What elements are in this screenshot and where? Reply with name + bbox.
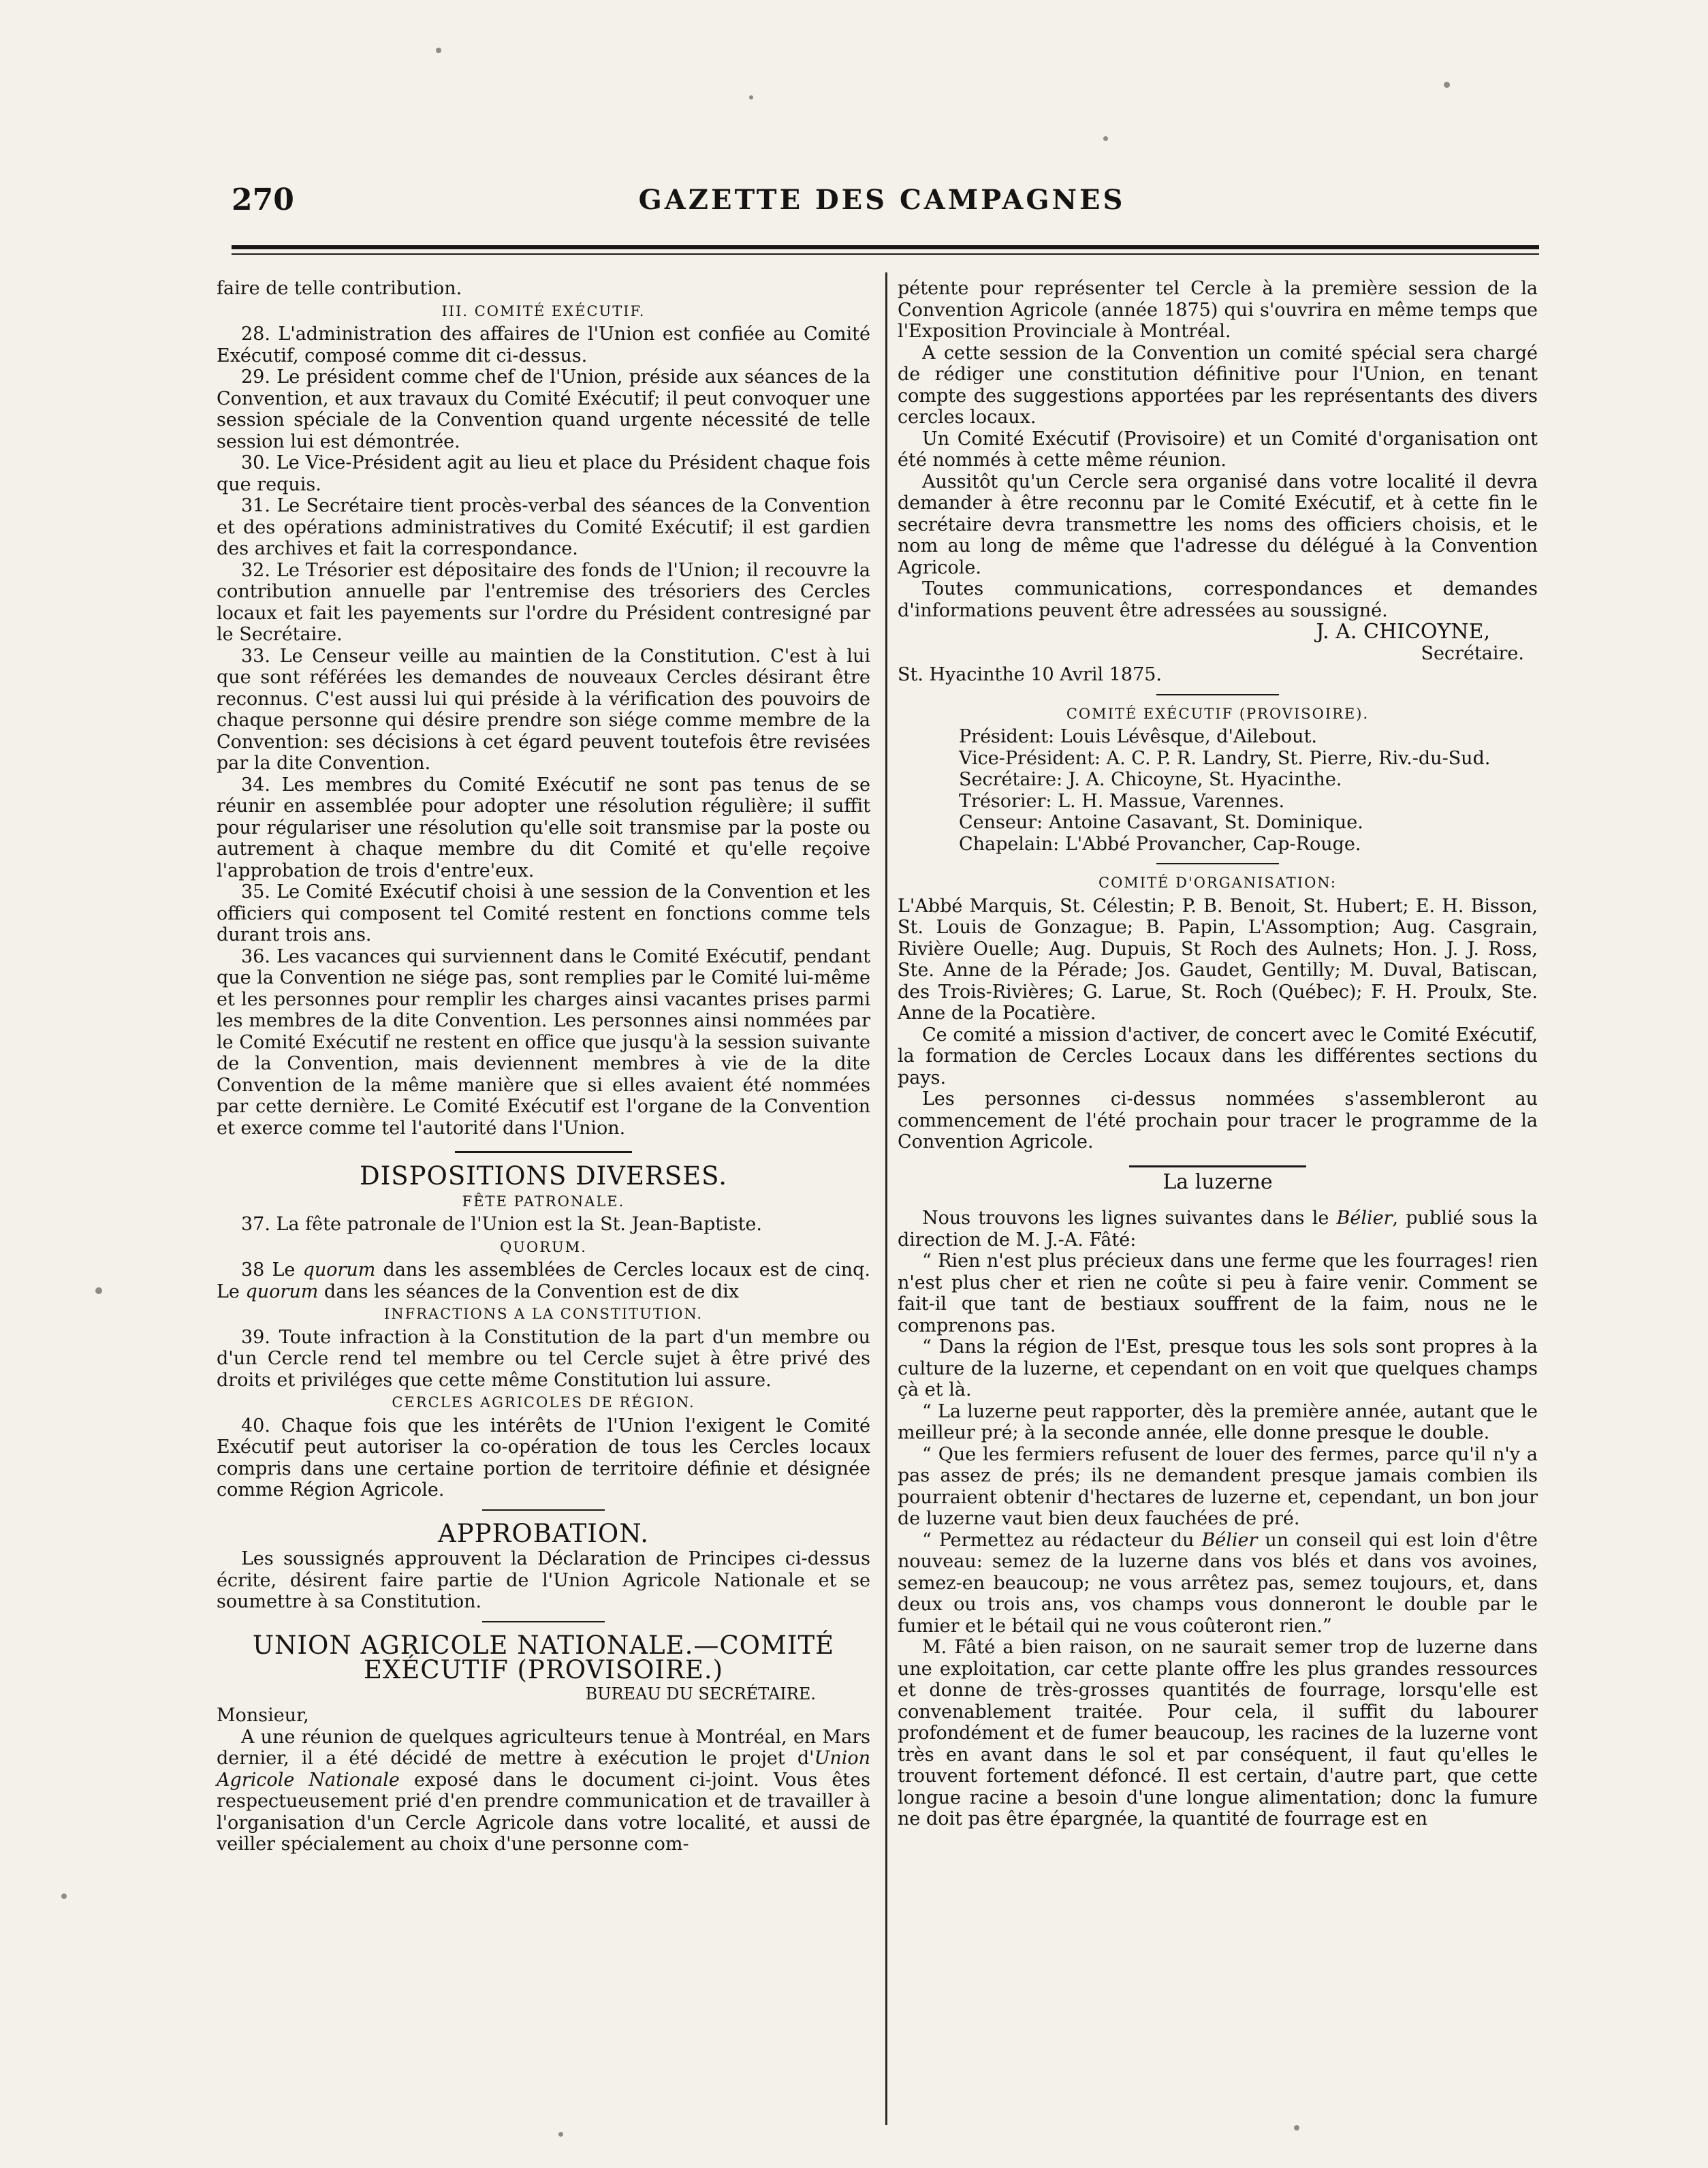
bureau-line: BUREAU DU SECRÉTAIRE. (585, 1684, 816, 1703)
article-40: 40. Chaque fois que les intérêts de l'Union l'exigent le Comité Exécutif peut autoriser la co-opération de tous les Cercles locaux compris dans une certaine portion de territoire définie et désignée comme Région Agricole. (217, 1415, 870, 1501)
list-item: Président: Louis Lévêsque, d'Ailebout. (959, 726, 1317, 747)
section-heading: III. COMITÉ EXÉCUTIF. (441, 302, 646, 319)
list-item: Chapelain: L'Abbé Provancher, Cap-Rouge. (959, 833, 1361, 855)
section-rule (455, 1151, 632, 1153)
column-divider (885, 272, 887, 2125)
paragraph: “ La luzerne peut rapporter, dès la première année, autant que le meilleur pré; à la seconde année, elle donne presque le double. (898, 1400, 1538, 1443)
member-list (898, 726, 1538, 855)
heading-union: UNION AGRICOLE NATIONALE.—COMITÉ EXÉCUTIF (PROVISOIRE.) (252, 1630, 835, 1684)
paragraph: “ Dans la région de l'Est, presque tous les sols sont propres à la culture de la luzerne, et cependant on en voit que quelques champs çà et là. (898, 1336, 1538, 1400)
paragraph: Nous trouvons les lignes suivantes dans le Bélier, publié sous la direction de M. J.-A. Fâté: (898, 1208, 1538, 1251)
print-speck (558, 2132, 563, 2137)
article-38: 38 Le quorum dans les assemblées de Cercles locaux est de cinq. Le quorum dans les séances de la Convention est de dix (217, 1259, 870, 1302)
subheading-cercles: CERCLES AGRICOLES DE RÉGION. (392, 1394, 695, 1411)
paragraph: A cette session de la Convention un comité spécial sera chargé de rédiger une constitution définitive pour l'Union, en tenant compte des suggestions apportées par les représentants des divers cercles locaux. (898, 342, 1538, 428)
paragraph: “ Rien n'est plus précieux dans une ferme que les fourrages! rien n'est plus cher et rien ne coûte si peu à faire venir. Comment se fait-il que tant de bestiaux souffrent de la faim, nous ne le comprenons pas. (898, 1251, 1538, 1336)
paragraph: Les personnes ci-dessus nommées s'assembleront au commencement de l'été prochain pour tracer le programme de la Convention Agricole. (898, 1088, 1538, 1152)
organisation-list: L'Abbé Marquis, St. Célestin; P. B. Benoit, St. Hubert; E. H. Bisson, St. Louis de Gonzague; B. Papin, L'Assomption; Aug. Casgrain, Rivière Ouelle; Aug. Dupuis, St Roch des Aulnets; Hon. J. J. Ross, Ste. Anne de la Pérade; Jos. Gaudet, Gentilly; M. Duval, Batiscan, des Trois-Rivières; G. Larue, St. Roch (Québec); F. H. Proulx, Ste. Anne de la Pocatière. (898, 895, 1538, 1024)
section-rule (482, 1621, 605, 1622)
print-speck (61, 1894, 67, 1899)
article-39: 39. Toute infraction à la Constitution de la part d'un membre ou d'un Cercle rend tel membre ou tel Cercle sujet à être privé des droits et priviléges que cette même Constitution lui assure. (217, 1326, 870, 1391)
header-rule-thin (232, 253, 1539, 255)
left-column (217, 278, 870, 1855)
heading-dispositions: DISPOSITIONS DIVERSES. (360, 1161, 727, 1191)
paragraph: Ce comité a mission d'activer, de concert avec le Comité Exécutif, la formation de Cercles Locaux dans les différentes sections du pays. (898, 1024, 1538, 1088)
print-speck (1444, 82, 1450, 88)
print-speck (436, 48, 441, 53)
list-item: Vice-Président: A. C. P. R. Landry, St. Pierre, Riv.-du-Sud. (959, 747, 1491, 769)
paragraph: Un Comité Exécutif (Provisoire) et un Comité d'organisation ont été nommés à cette même réunion. (898, 428, 1538, 471)
list-item: Censeur: Antoine Casavant, St. Dominique. (959, 812, 1363, 833)
paragraph: “ Que les fermiers refusent de louer des fermes, parce qu'il n'y a pas assez de prés; ils ne demandent presque jamais combien ils pourraient obtenir d'hectares de luzerne et, cependant, un bon jour de luzerne vaut bien deux fauchées de pré. (898, 1443, 1538, 1529)
subheading-fete: FÊTE PATRONALE. (462, 1193, 625, 1210)
paragraph: Toutes communications, correspondances et demandes d'informations peuvent être adressées au soussigné. (898, 578, 1538, 621)
paragraph: “ Permettez au rédacteur du Bélier un conseil qui est loin d'être nouveau: semez de la luzerne dans vos blés et dans vos avoines, semez-en beaucoup; ne vous arrêtez pas, semez toujours, et, dans deux ou trois ans, vos champs vous donneront le double par le fumier et le bétail qui ne vous coûteront rien.” (898, 1529, 1538, 1637)
paragraph: Aussitôt qu'un Cercle sera organisé dans votre localité il devra demander à être reconnu par le Comité Exécutif, et à cette fin le secrétaire devra transmettre les noms des officiers choisis, et le nom au long de même que l'adresse du délégué à la Convention Agricole. (898, 471, 1538, 578)
dateline: St. Hyacinthe 10 Avril 1875. (898, 664, 1163, 685)
signature-title: Secrétaire. (1421, 642, 1524, 664)
article-37: 37. La fête patronale de l'Union est la St. Jean-Baptiste. (241, 1214, 762, 1235)
article-34: 34. Les membres du Comité Exécutif ne sont pas tenus de se réunir en assemblée pour adopter une résolution régulière; il suffit pour régulariser une résolution qu'elle soit transmise par la poste ou autrement à chaque membre du dit Comité et qu'elle reçoive l'approbation de trois d'entre'eux. (217, 774, 870, 881)
article-36: 36. Les vacances qui surviennent dans le Comité Exécutif, pendant que la Convention ne siége pas, sont remplies par le Comité lui-même et les personnes pour remplir les charges ainsi vacantes prises parmi les membres de la dite Convention. Les personnes ainsi nommées par le Comité Exécutif ne restent en office que jusqu'à la session suivante de la Convention, mais deviennent membres à vie de la dite Convention de la même manière que si elles avaient été nommées par cette dernière. Le Comité Exécutif est l'organe de la Convention et exerce comme tel l'autorité dans l'Union. (217, 945, 870, 1139)
section-rule (482, 1509, 605, 1511)
approbation-text: Les soussignés approuvent la Déclaration de Principes ci-dessus écrite, désirent faire partie de l'Union Agricole Nationale et se soumettre à sa Constitution. (217, 1548, 870, 1612)
salutation: Monsieur, (217, 1705, 309, 1726)
heading-comite-executif: COMITÉ EXÉCUTIF (PROVISOIRE). (1066, 705, 1370, 722)
article-35: 35. Le Comité Exécutif choisi à une session de la Convention et les officiers qui composent tel Comité restent en fonctions comme tels durant trois ans. (217, 881, 870, 945)
signature: J. A. CHICOYNE, (1316, 620, 1490, 644)
letter-text: A une réunion de quelques agriculteurs tenue à Montréal, en Mars dernier, il a été décidé de mettre à exécution le projet d'Union Agricole Nationale exposé dans le document ci-joint. Vous êtes respectueusement prié d'en prendre communication et de travailler à l'organisation d'un Cercle Agricole dans votre localité, et aussi de veiller spécialement au choix d'une personne com- (217, 1726, 870, 1855)
page-title: GAZETTE DES CAMPAGNES (638, 184, 1126, 216)
subheading-quorum: QUORUM. (500, 1238, 587, 1255)
heading-comite-organisation: COMITÉ D'ORGANISATION: (1098, 875, 1337, 891)
section-rule (1156, 863, 1279, 864)
section-rule (1129, 1165, 1306, 1167)
print-speck (749, 95, 753, 99)
print-speck (95, 1287, 102, 1294)
letter-continued: pétente pour représenter tel Cercle à la première session de la Convention Agricole (année 1875) qui s'ouvrira en même temps que l'Exposition Provinciale à Montréal. (898, 278, 1538, 342)
article-31: 31. Le Secrétaire tient procès-verbal des séances de la Convention et des opérations administratives du Comité Exécutif; il est gardien des archives et fait la correspondance. (217, 495, 870, 559)
article-29: 29. Le président comme chef de l'Union, préside aux séances de la Convention, et aux travaux du Comité Exécutif; il peut convoquer une session spéciale de la Convention quand urgente nécessité de telle session lui est démontrée. (217, 366, 870, 452)
section-rule (1156, 694, 1279, 695)
heading-approbation: APPROBATION. (438, 1518, 649, 1548)
paragraph: faire de telle contribution. (217, 278, 462, 299)
right-column (898, 278, 1538, 1830)
header-rule (232, 245, 1539, 249)
list-item: Trésorier: L. H. Massue, Varennes. (959, 790, 1285, 812)
paragraph: M. Fâté a bien raison, on ne saurait semer trop de luzerne dans une exploitation, car cette plante offre les plus grandes ressources et donne de très-grosses quantités de fourrage, lorsqu'elle est convenablement traitée. Pour cela, il suffit du labourer profondément et de fumer beaucoup, les racines de la luzerne vont très en avant dans le sol et par conséquent, il faut qu'elles le trouvent fortement défoncé. Il est certain, d'autre part, que cette longue racine a besoin d'une longue alimentation; donc la fumure ne doit pas être épargnée, la quantité de fourrage est en (898, 1637, 1538, 1829)
article-32: 32. Le Trésorier est dépositaire des fonds de l'Union; il recouvre la contribution annuelle par l'entremise des trésoriers des Cercles locaux et fait les payements sur l'ordre du Président contresigné par le Secrétaire. (217, 559, 870, 645)
page-header (225, 183, 1539, 226)
article-33: 33. Le Censeur veille au maintien de la Constitution. C'est à lui que sont référées les demandes de nouveaux Cercles désirant être reconnus. C'est aussi lui qui préside à la vérification des pouvoirs de chaque personne qui désire prendre son siége comme membre de la Convention: ses décisions à cet égard peuvent toutefois être revisées par la dite Convention. (217, 645, 870, 774)
list-item: Secrétaire: J. A. Chicoyne, St. Hyacinthe. (959, 769, 1342, 790)
print-speck (1294, 2125, 1299, 2131)
subheading-infractions: INFRACTIONS A LA CONSTITUTION. (383, 1306, 703, 1322)
heading-luzerne: La luzerne (1163, 1169, 1273, 1194)
article-28: 28. L'administration des affaires de l'Union est confiée au Comité Exécutif, composé comme dit ci-dessus. (217, 324, 870, 366)
article-30: 30. Le Vice-Président agit au lieu et place du Président chaque fois que requis. (217, 452, 870, 495)
page-number: 270 (232, 183, 294, 217)
print-speck (1103, 136, 1108, 141)
